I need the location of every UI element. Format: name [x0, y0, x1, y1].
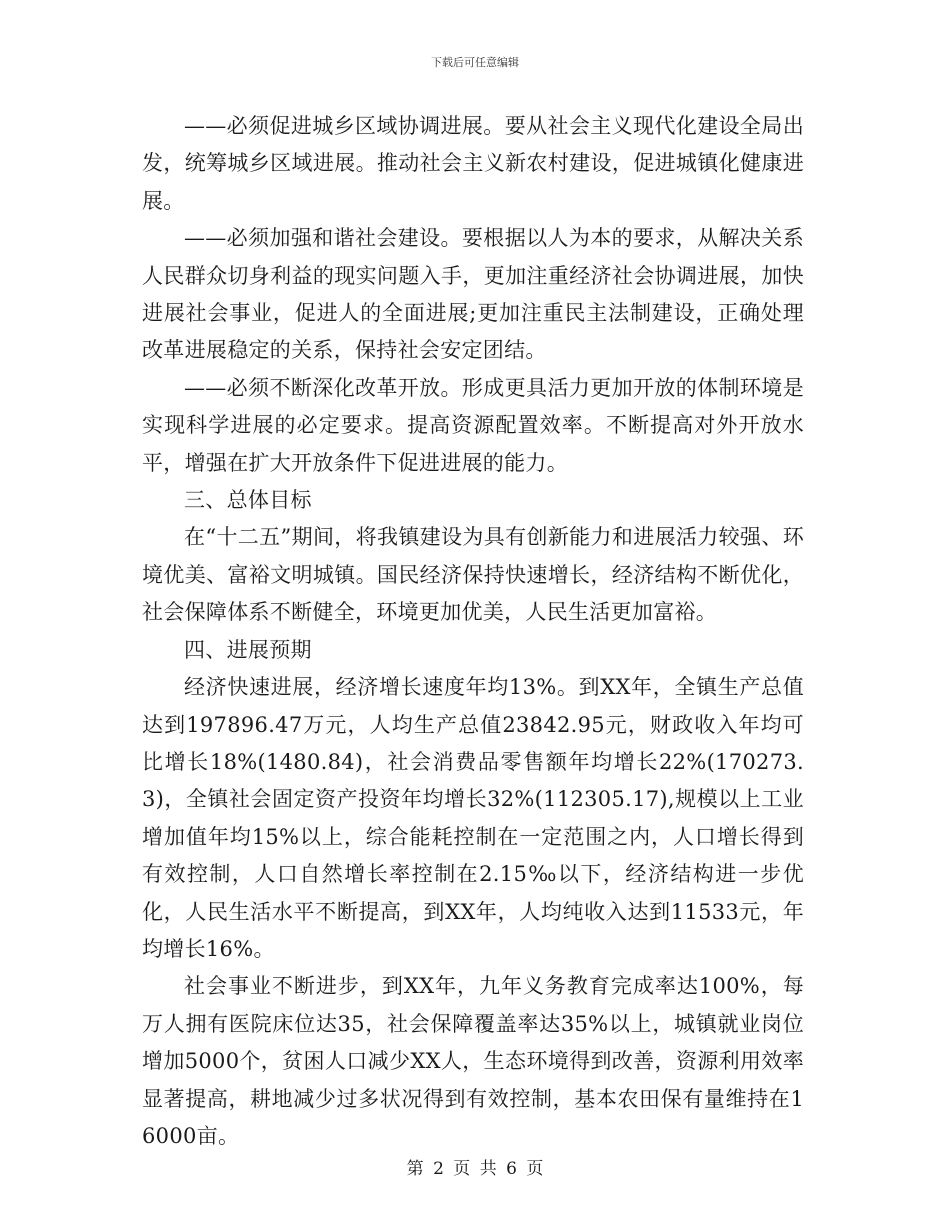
section-heading-development-expectation: 四、进展预期: [184, 637, 312, 662]
section-heading-overall-goal: 三、总体目标: [184, 488, 312, 513]
paragraph-harmonious-society: ——必须加强和谐社会建设。要根据以人为本的要求，从解决关系人民群众切身利益的现实问题入手，更加注重经济社会协调进展，加快进展社会事业，促进人的全面进展;更加注重民主法制建设，正确处理改革进展稳定的关系，保持社会安定团结。: [142, 226, 804, 363]
paragraph-overall-goal: 在“十二五”期间，将我镇建设为具有创新能力和进展活力较强、环境优美、富裕文明城镇。国民经济保持快速增长，经济结构不断优化，社会保障体系不断健全，环境更加优美，人民生活更加富裕。: [142, 525, 804, 625]
document-body: [142, 108, 804, 1155]
paragraph-urban-rural: ——必须促进城乡区域协调进展。要从社会主义现代化建设全局出发，统筹城乡区域进展。推动社会主义新农村建设，促进城镇化健康进展。: [142, 114, 804, 213]
paragraph-social-progress: 社会事业不断进步，到XX年，九年义务教育完成率达100%，每万人拥有医院床位达35，社会保障覆盖率达35%以上，城镇就业岗位增加5000个，贫困人口减少XX人，生态环境得到改善，资源利用效率显著提高，耕地减少过多状况得到有效控制，基本农田保有量维持在16000亩。: [142, 974, 804, 1148]
paragraph-economic-growth: 经济快速进展，经济增长速度年均13%。到XX年，全镇生产总值达到197896.47万元，人均生产总值23842.95元，财政收入年均可比增长18%(1480.84)，社会消费品零售额年均增长22%(170273.3)，全镇社会固定资产投资年均增长32%(112305.17),规模以上工业增加值年均15%以上，综合能耗控制在一定范围之内，人口增长得到有效控制，人口自然增长率控制在2.15‰以下，经济结构进一步优化，人民生活水平不断提高，到XX年，人均纯收入达到11533元，年均增长16%。: [142, 675, 804, 961]
page-number-footer: 第 2 页 共 6 页: [406, 1159, 544, 1179]
page-header: 下载后可任意编辑: [431, 56, 519, 69]
paragraph-reform-opening: ——必须不断深化改革开放。形成更具活力更加开放的体制环境是实现科学进展的必定要求。提高资源配置效率。不断提高对外开放水平，增强在扩大开放条件下促进进展的能力。: [142, 375, 804, 475]
